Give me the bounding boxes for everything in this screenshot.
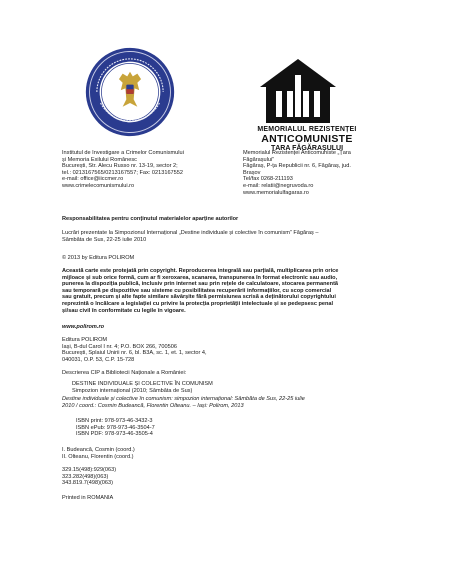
cip-coordinators [62,447,135,460]
info-line: și Memoria Exilului Românesc [62,156,137,163]
cip-title-line: Simpozion internațional (2010; Sâmbăta de Sus) [72,387,193,394]
cip-isbn-list [76,418,155,438]
left-institution-info [62,150,184,190]
info-line: Brașov [243,169,261,176]
cip-codes [62,467,116,487]
info-line: Făgărașului” [243,156,275,163]
cip-description-line: 2010 / coord.: Cosmin Budeancă, Florentin Olteanu. – Iași: Polirom, 2013 [62,402,244,409]
info-email: e-mail: office@iiccmer.ro [62,176,124,183]
info-website: www.crimelecomunismului.ro [62,182,135,189]
publisher-info [62,337,207,363]
notice-line: punerea la dispoziția publică, inclusiv prin internet sau prin rețele de calculatoare, stocarea permanentă [62,281,339,288]
coordinator-line: I. Budeancă, Cosmin (coord.) [62,447,135,453]
memorial-logo-line: MEMORIALUL REZISTENȚEI [257,126,357,133]
memorial-logo-text [243,126,371,153]
isbn-line: ISBN PDF: 978-973-46-3505-4 [76,431,153,438]
info-line: Institutul de Investigare a Crimelor Comunismului [62,150,184,156]
memorial-tower-logo [256,57,340,125]
copyright-notice [62,268,338,314]
info-line: Memorialul Rezistenței Anticomuniste „Țara [243,150,351,156]
works-line: Sâmbăta de Sus, 22-25 iulie 2010 [62,236,147,243]
coordinator-line: II. Olteanu, Florentin (coord.) [62,453,134,460]
notice-line: și/sau civil în conformitate cu legile în vigoare. [62,307,186,314]
cip-code-line: 323.282(498)(063) [62,473,109,480]
info-line: Făgăraș, P-ța Republicii nr. 6, Făgăraș, jud. [243,163,351,170]
notice-line: sau temporară pe dispozitive sau sisteme cu posibilitatea recuperării informațiilor, cu scop comercial [62,287,332,294]
cip-title-line: DESTINE INDIVIDUALE ȘI COLECTIVE ÎN COMUNISM [72,381,213,387]
info-line: București, Str. Alecu Russo nr. 13-19, sector 2; [62,163,178,170]
info-website: www.memorialulfagaras.ro [243,189,309,196]
publisher-line: Iași, B-dul Carol I nr. 4; P.O. BOX 266, 700506 [62,343,177,350]
publisher-line: Editura POLIROM [62,337,108,343]
works-note [62,230,319,243]
responsibility-note: Responsabilitatea pentru conținutul materialelor aparține autorilor [62,216,239,222]
info-phone: Tel/fax 0268-211193 [243,176,293,183]
cip-code-line: 343.819.7(498)(063) [62,480,114,487]
cip-code-line: 329.15(498):929(063) [62,467,117,473]
isbn-line: ISBN ePub: 978-973-46-3504-7 [76,424,155,431]
publisher-line: 040031, O.P. 53, C.P. 15-728 [62,356,135,363]
info-email: e-mail: relatii@negruvoda.ro [243,182,314,189]
publisher-website: www.polirom.ro [62,324,105,330]
cip-title [72,381,213,394]
publisher-line: București, Splaiul Unirii nr. 6, bl. B3A, sc. 1, et. 1, sector 4, [62,350,207,357]
cip-heading: Descrierea CIP a Bibliotecii Naționale a României: [62,370,187,376]
info-line: tel.: 0213167565/0213167557; Fax: 0213167552 [62,169,183,176]
works-line: Lucrări prezentate la Simpozionul Internațional „Destine individuale și colective în comunism” Făgăraș – [62,230,319,236]
cip-description-line: Destine individuale și colective în comunism: simpozion internațional: Sâmbăta de Sus, 22-25 iulie [62,396,305,402]
cip-description [62,396,305,409]
notice-line: sau gratuit, precum și alte fapte similare săvârșite fără permisiunea scrisă a deținătorului copyrightului [62,294,336,301]
notice-line: reprezintă o încălcare a legislației cu privire la protecția proprietății intelectuale și se pedepsesc penal [62,300,334,307]
notice-line: Această carte este protejată prin copyright. Reproducerea integrală sau parțială, multiplicarea prin orice [62,268,339,274]
right-institution-info [243,150,351,196]
iicmer-seal-logo [84,46,176,138]
notice-line: mijloace și sub orice formă, cum ar fi xeroxarea, scanarea, transpunerea în format electronic sau audio, [62,274,338,281]
isbn-line: ISBN print: 978-973-46-3432-3 [76,418,153,424]
memorial-logo-line: ANTICOMUNISTE [261,133,353,145]
copyright-line: © 2013 by Editura POLIROM [62,255,135,261]
printed-in: Printed in ROMANIA [62,495,114,501]
memorial-logo-line: ȚARA FĂGĂRAȘULUI [270,145,344,152]
